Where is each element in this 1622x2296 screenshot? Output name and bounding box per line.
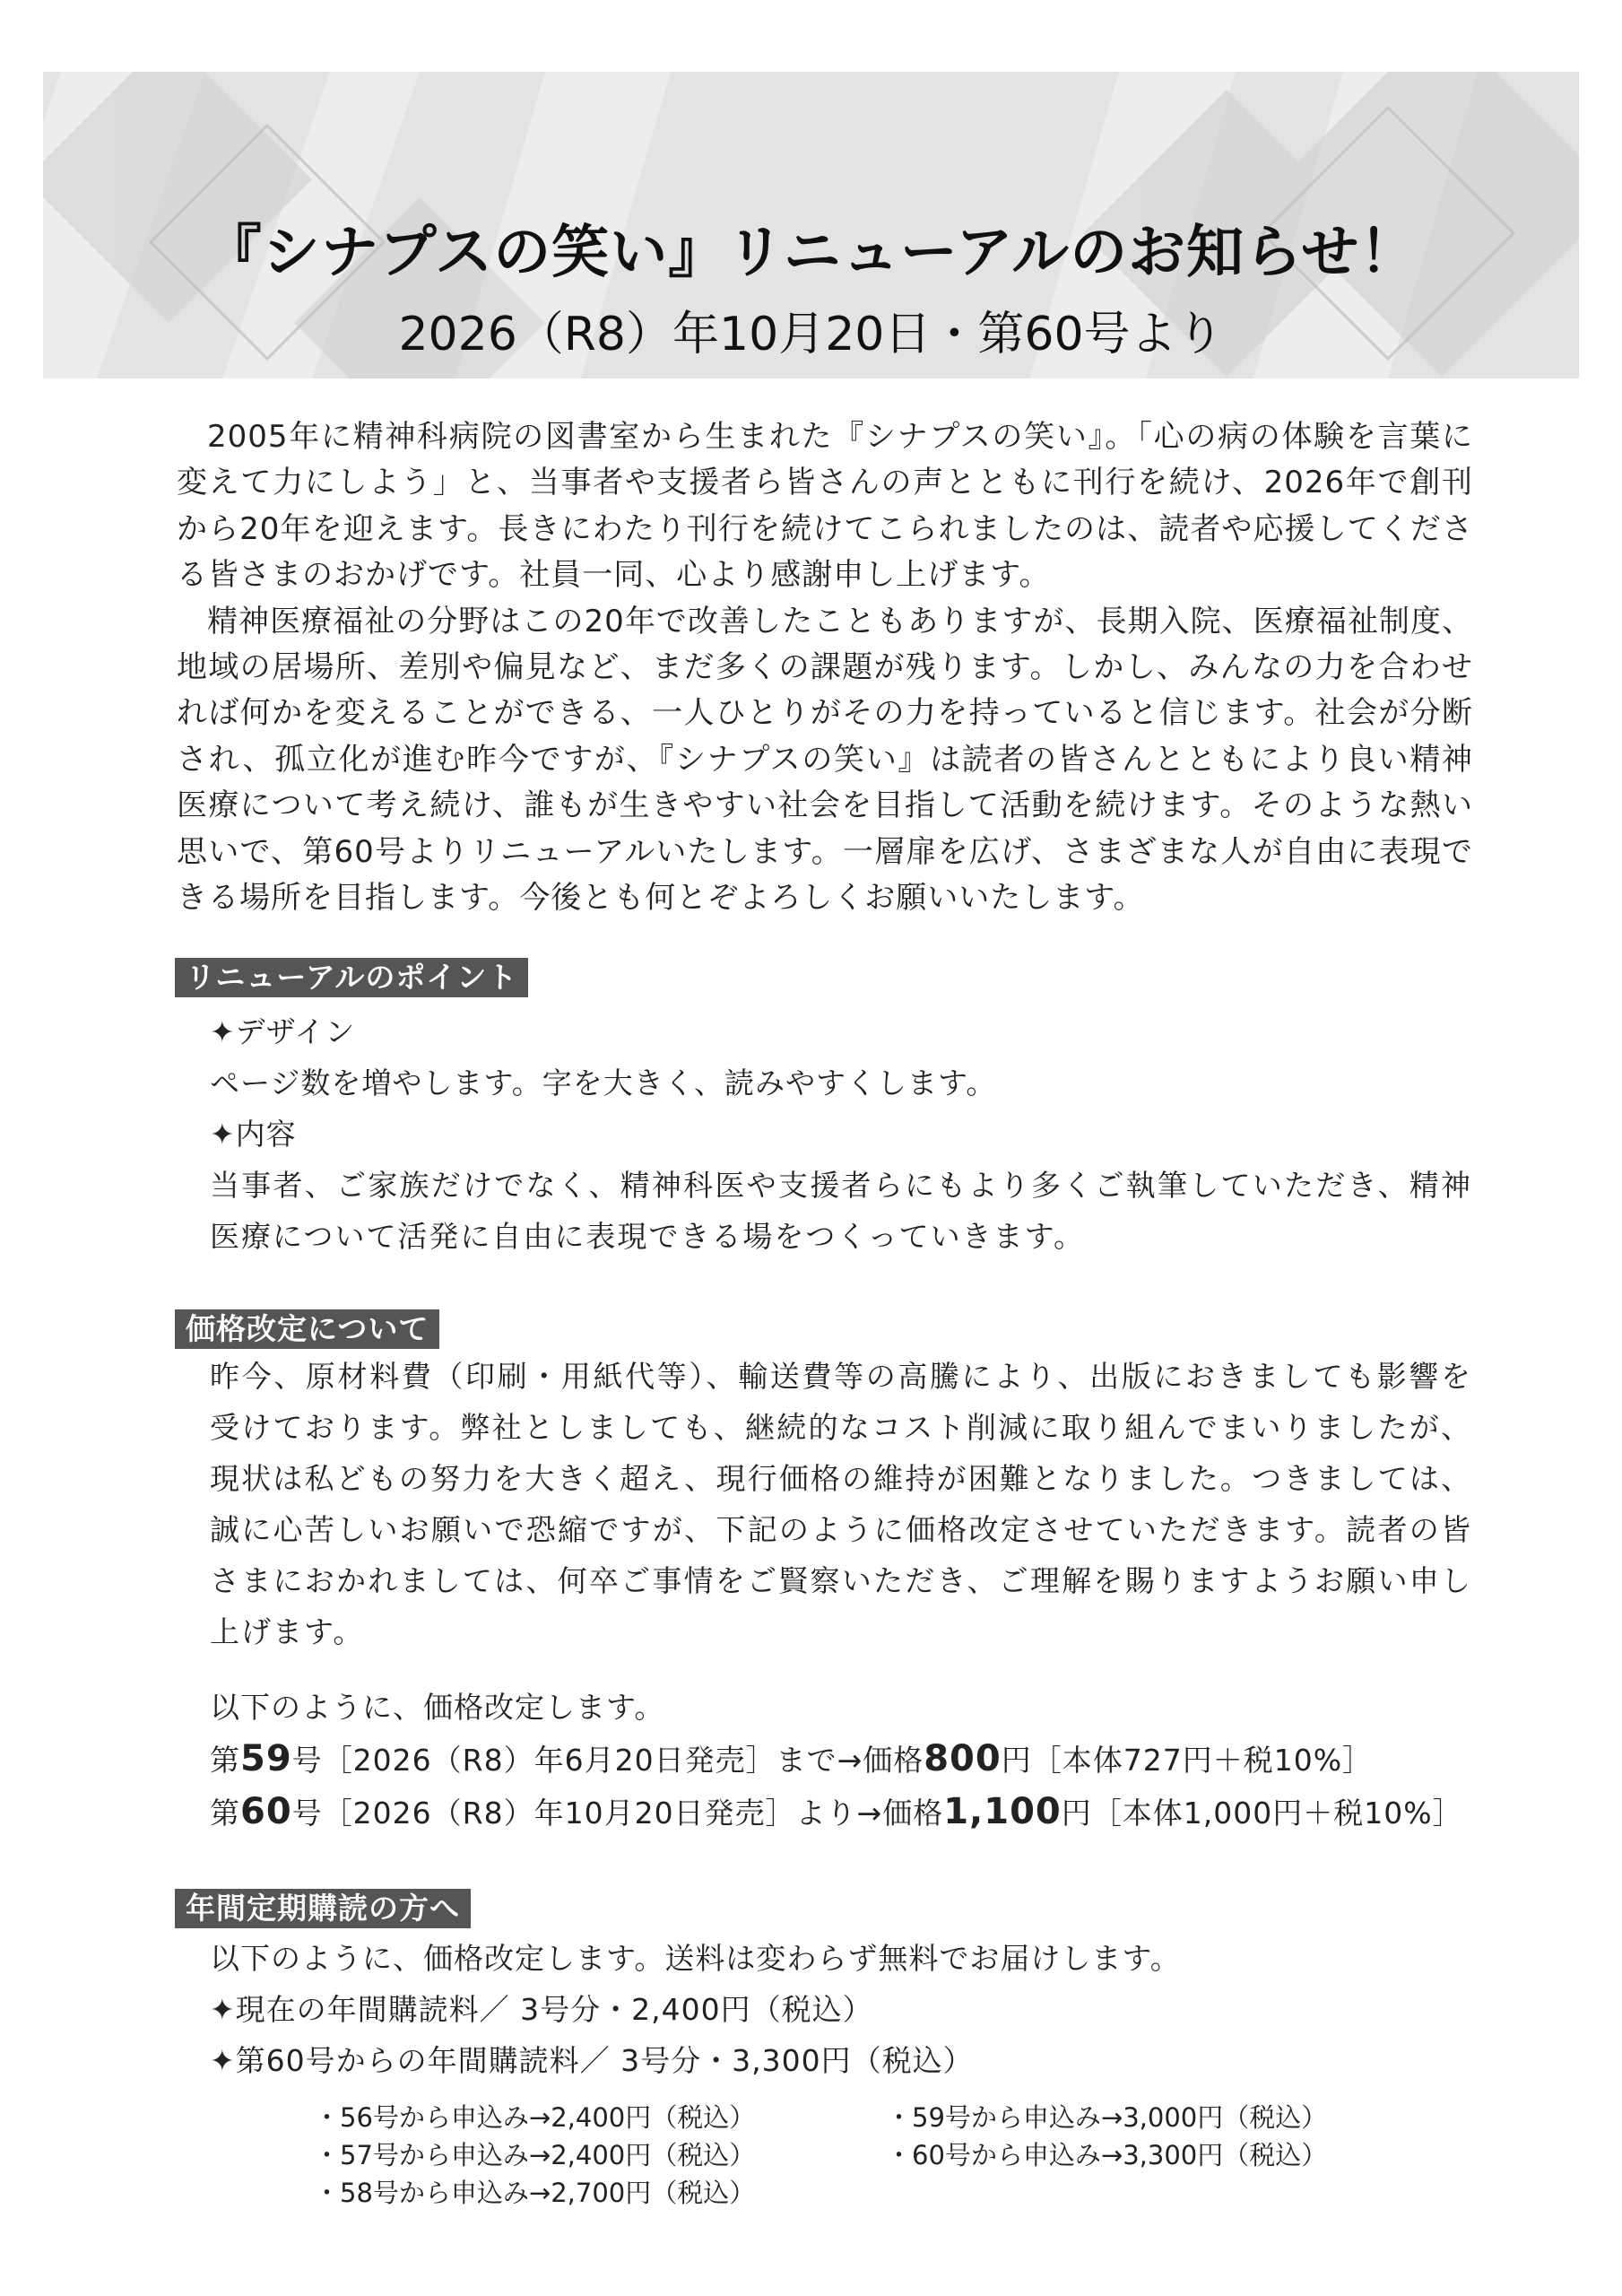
price-59-amount: 800 <box>924 1738 1002 1779</box>
subscription-list-left <box>314 2099 755 2212</box>
subscription-current: ✦現在の年間購読料／ 3号分・2,400円（税込） <box>210 1992 873 2027</box>
subscription-list-right <box>886 2099 1327 2174</box>
page-title: 『シナプスの笑い』リニューアルのお知らせ！ <box>204 220 1418 286</box>
price-60-pre: 第 <box>210 1796 240 1831</box>
list-item: ・59号から申込み→3,000円（税込） <box>886 2102 1328 2133</box>
price-59-mid: 号［2026（R8）年6月20日発売］まで→価格 <box>291 1743 924 1778</box>
price-line-59 <box>210 1737 1373 1779</box>
subscription-section <box>210 1933 1472 2086</box>
list-item: ・60号から申込み→3,300円（税込） <box>886 2140 1328 2170</box>
renewal-section <box>210 1006 1472 1262</box>
content-heading: ✦内容 <box>210 1117 297 1152</box>
price-section <box>210 1351 1472 1657</box>
price-text: 昨今、原材料費（印刷・用紙代等）、輸送費等の高騰により、出版におきましても影響を受けております。弊社としましても、継続的なコスト削減に取り組んでまいりましたが、現状は私どもの努力を大きく超え、現行価格の維持が困難となりました。つきましては、誠に心苦しいお願いで恐縮ですが、下記のように価格改定させていただきます。読者の皆さまにおかれましては、何卒ご事情をご賢察いただき、ご理解を賜りますようお願い申し上げます。 <box>210 1359 1472 1649</box>
list-item: ・56号から申込み→2,400円（税込） <box>314 2102 756 2133</box>
price-59-pre: 第 <box>210 1743 240 1778</box>
price-59-post: 円［本体727円＋税10%］ <box>1001 1743 1374 1778</box>
list-item: ・58号から申込み→2,700円（税込） <box>314 2178 756 2208</box>
price-59-issue: 59 <box>240 1738 292 1779</box>
price-lead: 以下のように、価格改定します。 <box>210 1690 665 1725</box>
intro-paragraph-2: 精神医療福祉の分野はこの20年で改善したこともありますが、長期入院、医療福祉制度、地域の居場所、差別や偏見など、まだ多くの課題が残ります。しかし、みんなの力を合わせれば何かを変えることができる、一人ひとりがその力を持っていると信じます。社会が分断され、孤立化が進む昨今ですが、『シナプスの笑い』は読者の皆さんとともにより良い精神医療について考え続け、誰もが生きやすい社会を目指して活動を続けます。そのような熱い思いで、第60号よりリニューアルいたします。一層扉を広げ、さまざまな人が自由に表現できる場所を目指します。今後とも何とぞよろしくお願いいたします。 <box>177 603 1473 917</box>
subscription-from60: ✦第60号からの年間購読料／ 3号分・3,300円（税込） <box>210 2043 974 2078</box>
intro-paragraph-1: 2005年に精神科病院の図書室から生まれた『シナプスの笑い』。「心の病の体験を言葉に変えて力にしよう」と、当事者や支援者ら皆さんの声とともに刊行を続け、2026年で創刊から20年を迎えます。長きにわたり刊行を続けてこられましたのは、読者や応援してくださる皆さまのおかげです。社員一同、心より感謝申し上げます。 <box>177 419 1473 594</box>
price-60-issue: 60 <box>240 1791 292 1832</box>
header-banner <box>43 72 1579 378</box>
page-subtitle: 2026（R8）年10月20日・第60号より <box>398 308 1224 361</box>
content-text: 当事者、ご家族だけでなく、精神科医や支援者らにもより多くご執筆していただき、精神医療について活発に自由に表現できる場をつくっていきます。 <box>210 1168 1472 1254</box>
subscription-section-label: 年間定期購読の方へ <box>175 1889 471 1928</box>
price-section-label: 価格改定について <box>175 1309 439 1349</box>
price-60-amount: 1,100 <box>943 1791 1062 1832</box>
price-line-60 <box>210 1790 1463 1832</box>
list-item: ・57号から申込み→2,400円（税込） <box>314 2140 756 2170</box>
price-60-post: 円［本体1,000円＋税10%］ <box>1061 1796 1463 1831</box>
price-60-mid: 号［2026（R8）年10月20日発売］より→価格 <box>291 1796 944 1831</box>
intro-text <box>177 414 1473 921</box>
design-heading: ✦デザイン <box>210 1014 356 1049</box>
design-text: ページ数を増やします。字を大きく、読みやすくします。 <box>210 1065 997 1100</box>
subscription-lead: 以下のように、価格改定します。送料は変わらず無料でお届けします。 <box>210 1941 1181 1976</box>
renewal-section-label: リニューアルのポイント <box>175 958 528 997</box>
